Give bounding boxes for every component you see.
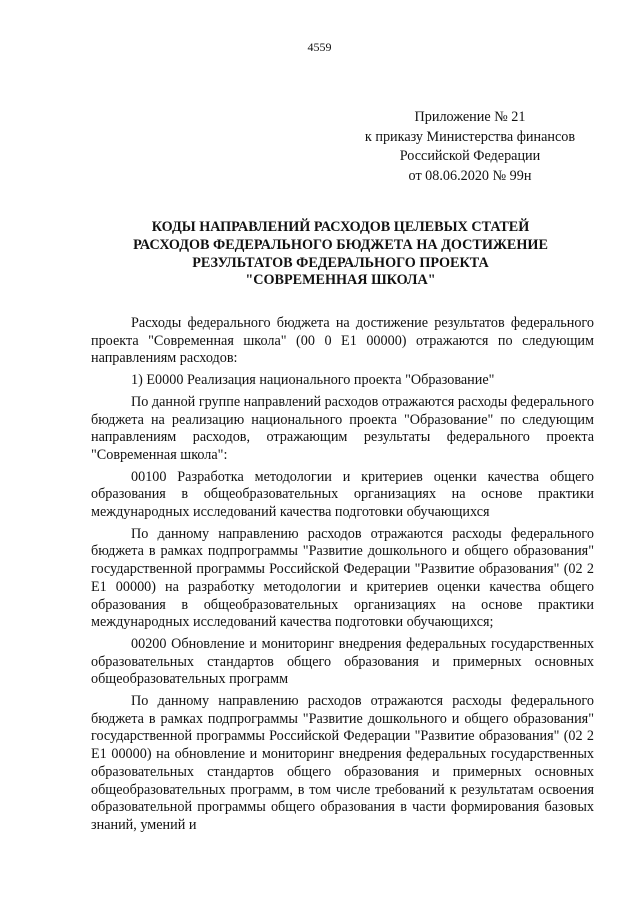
appendix-header xyxy=(340,108,600,186)
paragraph: По данному направлению расходов отражаются расходы федерального бюджета в рамках подпрограммы "Развитие дошкольного и общего образования" государственной программы Российской Федерации "Развитие образования" (02 2 E1 00000) на разработку методологии и критериев оценки качества общего образования в общеобразовательных организациях на основе практики международных исследований качества подготовки обучающихся; xyxy=(91,525,594,631)
appendix-line: Приложение № 21 xyxy=(414,109,526,125)
title-line: КОДЫ НАПРАВЛЕНИЙ РАСХОДОВ ЦЕЛЕВЫХ СТАТЕЙ xyxy=(151,219,530,235)
paragraph: 1) E0000 Реализация национального проекта "Образование" xyxy=(131,372,495,389)
paragraph: 00100 Разработка методологии и критериев оценки качества общего образования в общеобразовательных организациях на основе практики международных исследований качества подготовки обучающихся xyxy=(91,468,594,521)
document-title xyxy=(88,219,593,290)
paragraph: Расходы федерального бюджета на достижение результатов федерального проекта "Современная школа" (00 0 E1 00000) отражаются по следующим направлениям расходов: xyxy=(91,315,594,367)
document-body xyxy=(91,315,594,835)
paragraph: По данному направлению расходов отражаются расходы федерального бюджета в рамках подпрограммы "Развитие дошкольного и общего образования" государственной программы Российской Федерации "Развитие образования" (02 2 E1 00000) на обновление и мониторинг внедрения федеральных государственных образовательных стандартов общего образования и примерных основных общеобразовательных программ, в том числе требований к результатам освоения образовательной программы общего образования в части формирования базовых знаний, умений и xyxy=(91,693,594,833)
page-number: 4559 xyxy=(307,40,332,54)
title-line: РЕЗУЛЬТАТОВ ФЕДЕРАЛЬНОГО ПРОЕКТА xyxy=(192,254,489,271)
paragraph: 00200 Обновление и мониторинг внедрения федеральных государственных образовательных стандартов общего образования и примерных основных общеобразовательных программ xyxy=(91,635,594,688)
title-line: "СОВРЕМЕННАЯ ШКОЛА" xyxy=(245,272,436,289)
appendix-line: к приказу Министерства финансов xyxy=(364,128,576,145)
appendix-line: Российской Федерации xyxy=(399,148,541,164)
appendix-line: от 08.06.2020 № 99н xyxy=(408,167,532,184)
paragraph: По данной группе направлений расходов отражаются расходы федерального бюджета на реализацию национального проекта "Образование" по следующим направлениям расходов, отражающим результаты федерального проекта "Современная школа": xyxy=(91,393,594,463)
title-line: РАСХОДОВ ФЕДЕРАЛЬНОГО БЮДЖЕТА НА ДОСТИЖЕНИЕ xyxy=(133,236,548,253)
